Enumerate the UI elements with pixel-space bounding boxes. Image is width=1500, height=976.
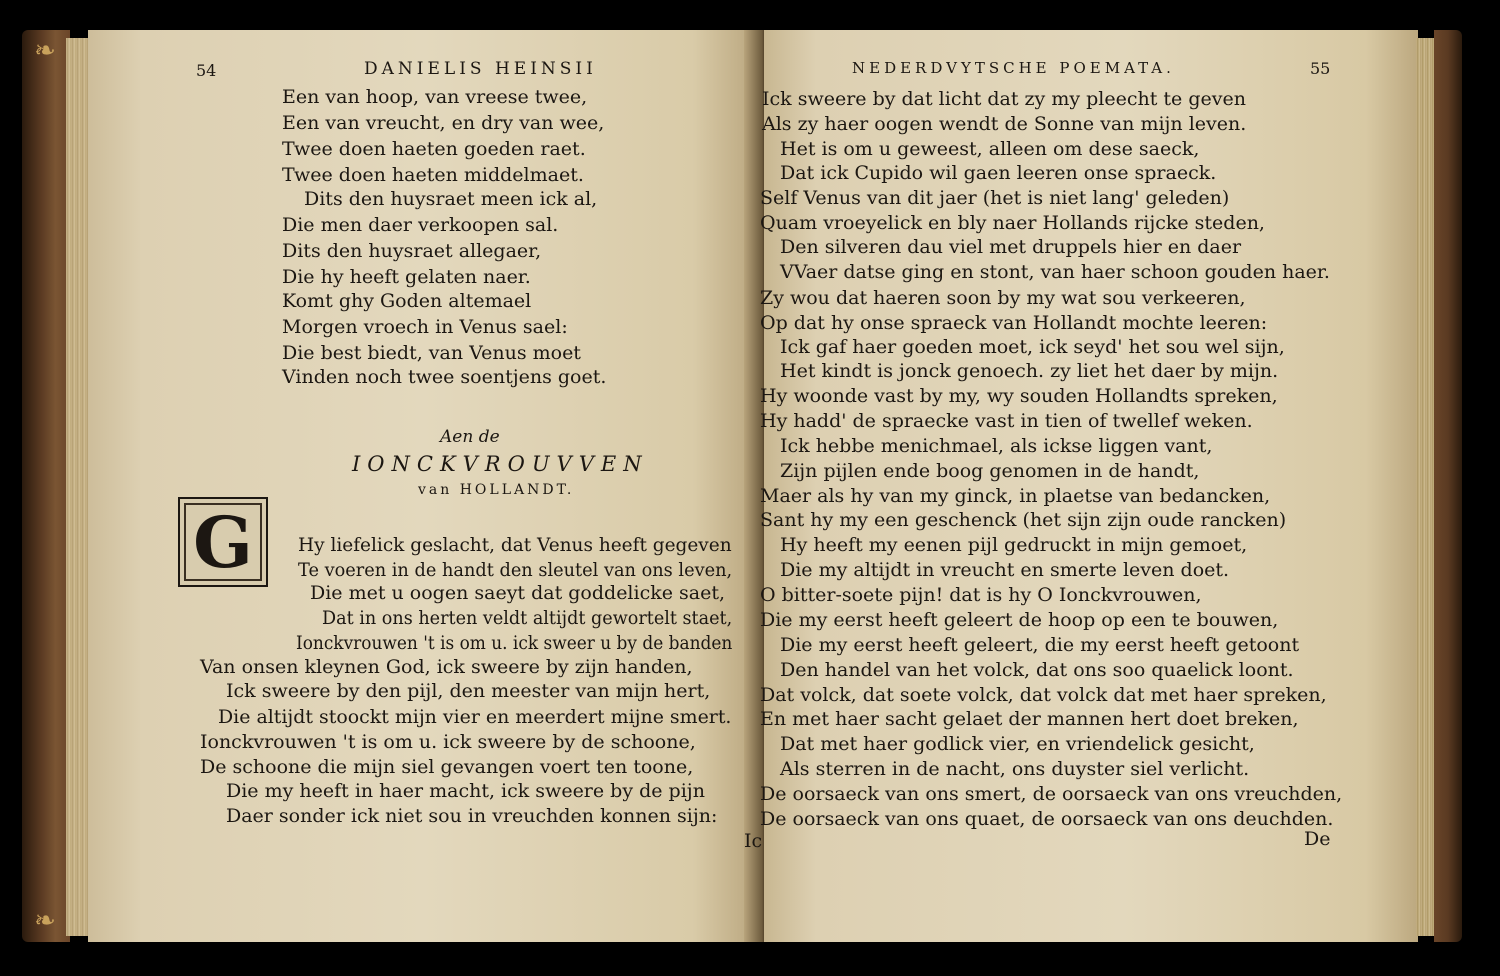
- running-header-right: NEDERDVYTSCHE POEMATA.: [852, 59, 1175, 77]
- page-number-left: 54: [196, 61, 217, 80]
- verse-line: Vinden noch twee soentjens goet.: [282, 366, 607, 388]
- poem-line: Ick sweere by den pijl, den meester van mijn hert,: [226, 680, 711, 702]
- leather-cover-left: [22, 30, 70, 942]
- decorated-initial: G: [178, 497, 268, 587]
- poem-line: Den handel van het volck, dat ons soo quaelick loont.: [780, 659, 1294, 681]
- poem-line: Quam vroeyelick en bly naer Hollands rijcke steden,: [760, 212, 1265, 234]
- leather-cover-right: [1434, 30, 1462, 942]
- poem-line: De oorsaeck van ons smert, de oorsaeck van ons vreuchden,: [760, 783, 1343, 805]
- corner-ornament-icon: ❧: [34, 906, 56, 936]
- poem-line: Te voeren in de handt den sleutel van ons leven,: [298, 559, 733, 581]
- verse-line: Een van hoop, van vreese twee,: [282, 86, 588, 108]
- verse-line: Morgen vroech in Venus sael:: [282, 316, 568, 338]
- poem-line: Die my altijdt in vreucht en smerte leven doet.: [780, 559, 1230, 581]
- poem-line: Die altijdt stoockt mijn vier en meerdert mijne smert.: [218, 706, 732, 728]
- poem-line: Van onsen kleynen God, ick sweere by zijn handen,: [200, 656, 693, 678]
- corner-ornament-icon: ❧: [34, 36, 56, 66]
- poem-line: Ick sweere by dat licht dat zy my pleecht te geven: [762, 88, 1246, 110]
- poem-line: Zy wou dat haeren soon by my wat sou verkeeren,: [760, 287, 1246, 309]
- poem-line: Dat ick Cupido wil gaen leeren onse spraeck.: [780, 162, 1217, 184]
- poem-line: Hy heeft my eenen pijl gedruckt in mijn gemoet,: [780, 534, 1248, 556]
- poem-line: Daer sonder ick niet sou in vreuchden konnen sijn:: [226, 805, 718, 827]
- poem-line: Ionckvrouwen 't is om u. ick sweer u by de banden: [296, 632, 733, 654]
- poem-line: Dat volck, dat soete volck, dat volck dat met haer spreken,: [760, 684, 1327, 706]
- poem-line: Die met u oogen saeyt dat goddelicke saet,: [310, 582, 726, 604]
- running-header-left: DANIELIS HEINSII: [364, 59, 597, 79]
- poem-line: Zijn pijlen ende boog genomen in de handt,: [780, 460, 1200, 482]
- poem-line: Self Venus van dit jaer (het is niet lang' geleden): [760, 187, 1230, 209]
- poem-line: Het is om u geweest, alleen om dese saeck,: [780, 138, 1200, 160]
- poem-line: Als zy haer oogen wendt de Sonne van mijn leven.: [762, 113, 1247, 135]
- poem-title-line-2: IONCKVROUVVEN: [352, 452, 649, 476]
- poem-line: En met haer sacht gelaet der mannen hert doet breken,: [760, 708, 1299, 730]
- poem-line: Het kindt is jonck genoech. zy liet het daer by mijn.: [780, 360, 1279, 382]
- poem-line: De schoone die mijn siel gevangen voert ten toone,: [200, 756, 694, 778]
- poem-line: De oorsaeck van ons quaet, de oorsaeck van ons deuchden.: [760, 808, 1334, 830]
- poem-line: Ionckvrouwen 't is om u. ick sweere by de schoone,: [200, 731, 696, 753]
- verse-line: Een van vreucht, en dry van wee,: [282, 112, 605, 134]
- page-number-right: 55: [1310, 59, 1331, 78]
- verse-line: Die best biedt, van Venus moet: [282, 342, 581, 364]
- verse-line: Komt ghy Goden altemael: [282, 290, 532, 312]
- poem-line: Op dat hy onse spraeck van Hollandt mochte leeren:: [760, 312, 1268, 334]
- verse-line: Twee doen haeten goeden raet.: [282, 138, 586, 160]
- poem-line: Sant hy my een geschenck (het sijn zijn oude rancken): [760, 509, 1287, 531]
- verse-line: Dits den huysraet allegaer,: [282, 240, 542, 262]
- verse-line: Dits den huysraet meen ick al,: [304, 188, 598, 210]
- poem-line: Dat in ons herten veldt altijdt gewortelt staet,: [322, 607, 733, 629]
- poem-title-line-3: van HOLLANDT.: [418, 482, 575, 498]
- catchword-right: De: [1304, 828, 1331, 850]
- poem-line: Hy liefelick geslacht, dat Venus heeft gegeven: [298, 534, 732, 556]
- page-edges-left: [66, 38, 90, 936]
- verse-line: Die men daer verkoopen sal.: [282, 214, 559, 236]
- poem-line: Die my eerst heeft geleert de hoop op een te bouwen,: [760, 609, 1279, 631]
- poem-line: Ick gaf haer goeden moet, ick seyd' het sou wel sijn,: [780, 336, 1285, 358]
- poem-line: VVaer datse ging en stont, van haer schoon gouden haer.: [780, 261, 1330, 283]
- verse-line: Die hy heeft gelaten naer.: [282, 266, 531, 288]
- poem-line: Ick hebbe menichmael, als ickse liggen vant,: [780, 435, 1213, 457]
- poem-line: Den silveren dau viel met druppels hier en daer: [780, 236, 1242, 258]
- poem-title-line-1: Aen de: [440, 427, 500, 447]
- poem-line: Dat met haer godlick vier, en vriendelick gesicht,: [780, 733, 1255, 755]
- verse-line: Twee doen haeten middelmaet.: [282, 164, 584, 186]
- poem-line: O bitter-soete pijn! dat is hy O Ionckvrouwen,: [760, 584, 1202, 606]
- poem-line: Als sterren in de nacht, ons duyster siel verlicht.: [780, 758, 1250, 780]
- poem-line: Die my heeft in haer macht, ick sweere by de pijn: [226, 780, 705, 802]
- catchword-left: Ic: [744, 830, 763, 852]
- poem-line: Die my eerst heeft geleert, die my eerst heeft getoont: [780, 634, 1300, 656]
- poem-line: Hy woonde vast by my, wy souden Hollandts spreken,: [760, 385, 1278, 407]
- poem-line: Hy hadd' de spraecke vast in tien of twellef weken.: [760, 410, 1253, 432]
- poem-line: Maer als hy van my ginck, in plaetse van bedancken,: [760, 485, 1271, 507]
